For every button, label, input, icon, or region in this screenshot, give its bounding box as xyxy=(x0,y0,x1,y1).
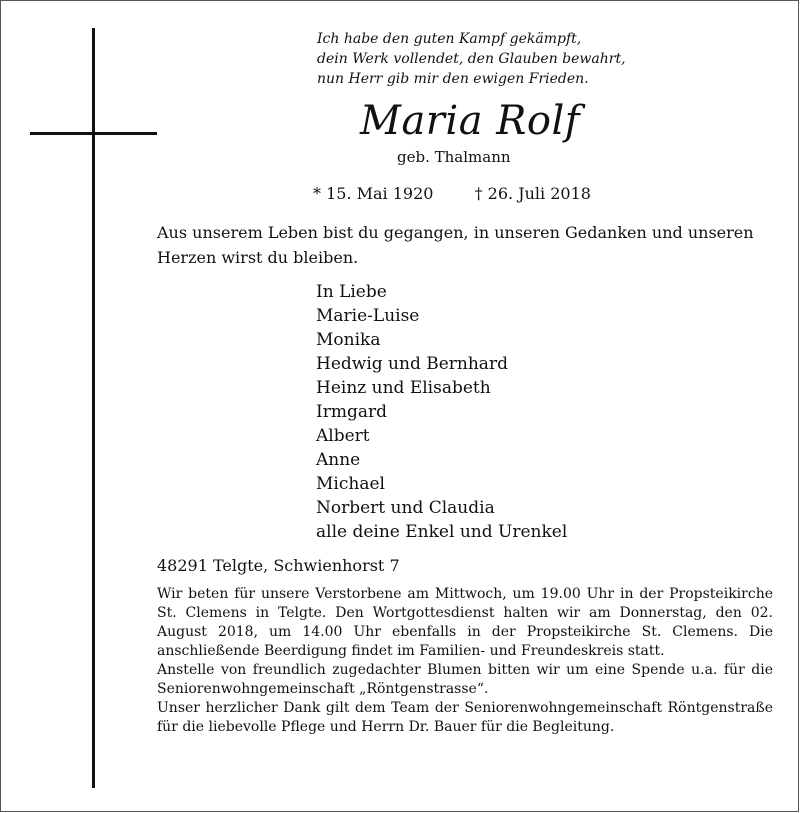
mourner-line: Norbert und Claudia xyxy=(316,498,495,518)
mourner-line: Michael xyxy=(316,474,385,494)
notice-paragraph-service: Wir beten für unsere Verstorbene am Mittwoch, um 19.00 Uhr in der Propsteikirche St. Clemens in Telgte. Den Wortgottesdienst halten wir am Donnerstag, den 02. August 2018, um 14.00 Uhr ebenfalls in der Propsteikirche St. Clemens. Die anschließende Beerdigung findet im Familien- und Freundeskreis statt. xyxy=(157,586,773,659)
mourner-line: Hedwig und Bernhard xyxy=(316,354,508,374)
mourner-line: alle deine Enkel und Urenkel xyxy=(316,522,568,542)
deceased-name: Maria Rolf xyxy=(360,98,581,144)
verse-line: nun Herr gib mir den ewigen Frieden. xyxy=(317,71,589,87)
family-address: 48291 Telgte, Schwienhorst 7 xyxy=(157,556,400,575)
mourners-list xyxy=(316,280,567,544)
mourner-line: Heinz und Elisabeth xyxy=(316,378,491,398)
verse-line: dein Werk vollendet, den Glauben bewahrt, xyxy=(317,51,626,67)
verse-line: Ich habe den guten Kampf gekämpft, xyxy=(317,31,582,47)
life-dates xyxy=(313,184,591,203)
mourner-line: Monika xyxy=(316,330,381,350)
mourner-line: Marie-Luise xyxy=(316,306,420,326)
maiden-name: geb. Thalmann xyxy=(397,148,511,166)
mourner-line: Irmgard xyxy=(316,402,387,422)
bible-verse xyxy=(317,29,626,89)
notice-paragraph-donation: Anstelle von freundlich zugedachter Blumen bitten wir um eine Spende u.a. für die Seniorenwohngemeinschaft „Röntgenstrasse“. xyxy=(157,662,773,697)
mourner-line: Albert xyxy=(316,426,370,446)
mourner-line: Anne xyxy=(316,450,361,470)
cross-icon xyxy=(92,28,95,788)
service-notice xyxy=(157,585,773,737)
mourner-line: In Liebe xyxy=(316,282,387,302)
notice-paragraph-thanks: Unser herzlicher Dank gilt dem Team der Seniorenwohngemeinschaft Röntgenstraße für die liebevolle Pflege und Herrn Dr. Bauer für die Begleitung. xyxy=(157,700,773,735)
cross-icon-bar xyxy=(30,132,157,135)
birth-date: * 15. Mai 1920 xyxy=(313,184,434,203)
death-date: † 26. Juli 2018 xyxy=(474,184,591,203)
intro-text: Aus unserem Leben bist du gegangen, in unseren Gedanken und unseren Herzen wirst du bleiben. xyxy=(157,223,754,267)
